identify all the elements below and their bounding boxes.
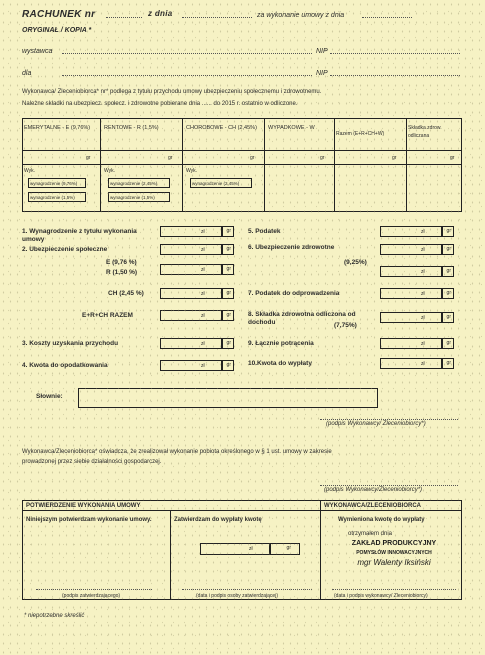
header-skladka: Składka zdrow. odliczana bbox=[408, 125, 442, 139]
gr-label: gr bbox=[226, 266, 231, 272]
amount-3-gr[interactable] bbox=[222, 338, 234, 349]
sub-label: wynagrodzenie (2,45%) bbox=[110, 181, 158, 186]
item-8-label: 8. Składka zdrowotna odliczona od dochodu bbox=[248, 311, 356, 326]
item-5-label: 5. Podatek bbox=[248, 228, 281, 235]
table-divider bbox=[170, 510, 171, 600]
amount-9[interactable] bbox=[380, 338, 442, 349]
received-text-a: Wymieniona kwotę do wypłaty bbox=[338, 517, 425, 523]
sub-label: wynagrodzenie (1,5%) bbox=[30, 195, 75, 200]
company-stamp-line-3: mgr Walenty Iksiński bbox=[357, 558, 431, 567]
zl-label: zł bbox=[421, 229, 425, 235]
amount-5-gr[interactable] bbox=[442, 226, 454, 237]
amount-9-gr[interactable] bbox=[442, 338, 454, 349]
amount-6-gr[interactable] bbox=[442, 244, 454, 255]
gr-label: gr bbox=[446, 314, 451, 320]
zl-label: zł bbox=[201, 291, 205, 297]
amount-6b-gr[interactable] bbox=[442, 266, 454, 277]
table-divider bbox=[334, 118, 335, 212]
gr-label: gr bbox=[446, 290, 451, 296]
zl-label: zł bbox=[421, 269, 425, 275]
amount-razem-gr[interactable] bbox=[222, 310, 234, 321]
received-text-b: otrzymałem dnia bbox=[348, 531, 393, 537]
approve-text: Zatwierdzam do wypłaty kwotę bbox=[174, 517, 262, 523]
issuer-nip-label: NIP bbox=[316, 48, 328, 55]
amount-7-gr[interactable] bbox=[442, 288, 454, 299]
zl-label: zł bbox=[421, 361, 425, 367]
amount-8-gr[interactable] bbox=[442, 312, 454, 323]
sub-label: wynagrodzenie (1,5%) bbox=[110, 195, 155, 200]
item-9-label: 9. Łącznie potrącenia bbox=[248, 340, 314, 347]
zl-label: zł bbox=[201, 363, 205, 369]
footnote: * niepotrzebne skreślić bbox=[24, 613, 85, 619]
amount-10-gr[interactable] bbox=[442, 358, 454, 369]
approving-person-caption: (data i podpis osoby zatwierdzającej) bbox=[196, 593, 278, 599]
zl-label: zł bbox=[249, 546, 253, 552]
amount-e-gr[interactable] bbox=[222, 264, 234, 275]
amount-8[interactable] bbox=[380, 312, 442, 323]
amount-ch-gr[interactable] bbox=[222, 288, 234, 299]
amount-2-gr[interactable] bbox=[222, 244, 234, 255]
zl-label: zł bbox=[421, 247, 425, 253]
zl-label: zł bbox=[201, 313, 205, 319]
zl-label: zł bbox=[421, 315, 425, 321]
item-razem-label: E+R+CH RAZEM bbox=[82, 312, 133, 319]
recipient-nip-field[interactable] bbox=[330, 70, 460, 76]
amount-7[interactable] bbox=[380, 288, 442, 299]
invoice-title: RACHUNEK nr bbox=[22, 9, 96, 20]
item-1-label: 1. Wynagrodzenie z tytułu wykonania umowy bbox=[22, 228, 137, 243]
signature-caption-2: (podpis Wykonawcy/Zleceniobiorcy*) bbox=[324, 487, 423, 493]
gr-label: gr bbox=[446, 228, 451, 234]
contractor-caption: (data i podpis wykonawcy/ Zleceniobiorcy) bbox=[334, 593, 428, 599]
item-ch-label: CH (2,45 %) bbox=[108, 290, 144, 297]
gr-label: gr bbox=[286, 545, 291, 551]
header-emerytalne: EMERYTALNE - E (9,76%) bbox=[24, 125, 91, 131]
item-10-label: 10.Kwota do wypłaty bbox=[248, 360, 312, 367]
amount-razem[interactable] bbox=[160, 310, 222, 321]
issuer-label: wystawca bbox=[22, 48, 53, 55]
gr-label: gr bbox=[226, 246, 231, 252]
gr-label: gr bbox=[250, 155, 255, 161]
item-6-rate: (9,25%) bbox=[344, 259, 367, 266]
item-e-label: E (9,76 %) bbox=[106, 259, 137, 266]
statement-line-2: Należne składki na ubezpiecz. społecz. i zdrowotne pobierane dnia ...... do 2015 r. ostatnio w odliczone. bbox=[22, 101, 298, 107]
confirm-text: Niniejszym potwierdzam wykonanie umowy. bbox=[26, 517, 152, 523]
row-label-wyk: Wyk. bbox=[186, 168, 198, 174]
company-stamp-line-1: ZAKŁAD PRODUKCYJNY bbox=[351, 540, 437, 547]
amount-ch[interactable] bbox=[160, 288, 222, 299]
item-7-label: 7. Podatek do odprowadzenia bbox=[248, 290, 340, 297]
header-razem: Razem (E+R+CH+W) bbox=[336, 131, 385, 137]
slownie-label: Słownie: bbox=[36, 393, 63, 400]
amount-6b[interactable] bbox=[380, 266, 442, 277]
recipient-nip-label: NIP bbox=[316, 70, 328, 77]
gr-label: gr bbox=[226, 228, 231, 234]
amount-1-gr[interactable] bbox=[222, 226, 234, 237]
approver-caption: (podpis zatwierdzającego) bbox=[62, 593, 121, 599]
row-label-wyk: Wyk. bbox=[104, 168, 116, 174]
table-divider bbox=[264, 118, 265, 212]
amount-3[interactable] bbox=[160, 338, 222, 349]
gr-label: gr bbox=[392, 155, 397, 161]
invoice-date-field[interactable] bbox=[182, 12, 252, 18]
header-chorobowe: CHOROBOWE - CH (2,45%) bbox=[186, 125, 257, 131]
contract-date-label: za wykonanie umowy z dnia bbox=[257, 12, 345, 19]
company-stamp-line-2: POMYSŁÓW INNOWACYJNYCH bbox=[356, 550, 432, 556]
sub-label: wynagrodzenie (2,45%) bbox=[192, 181, 240, 186]
header-wypadkowe: WYPADKOWE - W bbox=[268, 125, 315, 131]
item-3-label: 3. Koszty uzyskania przychodu bbox=[22, 340, 119, 347]
gr-label: gr bbox=[446, 268, 451, 274]
signature-caption-1: (podpis Wykonawcy/ Zleceniobiorcy*) bbox=[326, 421, 426, 427]
contract-date-field[interactable] bbox=[362, 12, 412, 18]
gr-label: gr bbox=[226, 362, 231, 368]
gr-label: gr bbox=[226, 340, 231, 346]
amount-in-words-field[interactable] bbox=[78, 388, 378, 408]
approver-signature-line[interactable] bbox=[36, 584, 152, 590]
gr-label: gr bbox=[446, 246, 451, 252]
amount-6[interactable] bbox=[380, 244, 442, 255]
table-divider bbox=[22, 150, 462, 151]
amount-4-gr[interactable] bbox=[222, 360, 234, 371]
table-divider bbox=[406, 118, 407, 212]
zl-label: zł bbox=[421, 341, 425, 347]
issuer-nip-field[interactable] bbox=[330, 48, 460, 54]
gr-label: gr bbox=[226, 290, 231, 296]
original-copy-label: ORYGINAŁ / KOPIA * bbox=[22, 27, 92, 34]
approving-person-signature-line[interactable] bbox=[182, 584, 312, 590]
table-divider bbox=[182, 118, 183, 212]
item-2-label: 2. Ubezpieczenie społeczne bbox=[22, 246, 108, 253]
contractor-header: WYKONAWCA/ZLECENIOBIORCA bbox=[324, 503, 421, 509]
gr-label: gr bbox=[168, 155, 173, 161]
declaration-line-2: prowadzonej przez siebie działalności gospodarczej. bbox=[22, 459, 162, 465]
header-rentowe: RENTOWE - R (1,5%) bbox=[104, 125, 159, 131]
date-label: z dnia bbox=[148, 9, 173, 18]
amount-2[interactable] bbox=[160, 244, 222, 255]
zl-label: zł bbox=[201, 341, 205, 347]
contractor-signature-line[interactable] bbox=[332, 584, 456, 590]
gr-label: gr bbox=[226, 312, 231, 318]
amount-e[interactable] bbox=[160, 264, 222, 275]
amount-1[interactable] bbox=[160, 226, 222, 237]
gr-label: gr bbox=[446, 340, 451, 346]
amount-10[interactable] bbox=[380, 358, 442, 369]
item-6-label: 6. Ubezpieczenie zdrowotne bbox=[248, 244, 335, 251]
approved-amount-gr[interactable] bbox=[270, 543, 300, 555]
confirmation-header: POTWIERDZENIE WYKONANIA UMOWY bbox=[26, 503, 141, 509]
zl-label: zł bbox=[421, 291, 425, 297]
amount-4[interactable] bbox=[160, 360, 222, 371]
gr-label: gr bbox=[446, 360, 451, 366]
invoice-number-field[interactable] bbox=[106, 12, 142, 18]
gr-label: gr bbox=[450, 155, 455, 161]
gr-label: gr bbox=[320, 155, 325, 161]
recipient-label: dla bbox=[22, 70, 32, 77]
table-divider bbox=[22, 510, 462, 511]
issuer-field[interactable] bbox=[62, 48, 312, 54]
declaration-line-1: Wykonawca/Zleceniobiorca* oświadcza, że zrealizował wykonanie pobiota określonego w § 1 ust. umowy w zakresie bbox=[22, 449, 332, 455]
table-divider bbox=[100, 118, 101, 212]
table-divider bbox=[320, 500, 321, 600]
table-divider bbox=[22, 164, 462, 165]
item-r-label: R (1,50 %) bbox=[106, 269, 138, 276]
row-label-wyk: Wyk. bbox=[24, 168, 36, 174]
amount-5[interactable] bbox=[380, 226, 442, 237]
statement-line-1: Wykonawca/ Zleceniobiorca* nr* podlega z tytułu przychodu umowy ubezpieczeniu społecznemu i zdrowotnemu. bbox=[22, 89, 322, 95]
recipient-field[interactable] bbox=[62, 70, 312, 76]
item-4-label: 4. Kwota do opodatkowania bbox=[22, 362, 108, 369]
zl-label: zł bbox=[201, 267, 205, 273]
item-8-rate: (7,75%) bbox=[334, 322, 357, 329]
zl-label: zł bbox=[201, 229, 205, 235]
sub-label: wynagrodzenie (9,76%) bbox=[30, 181, 78, 186]
gr-label: gr bbox=[86, 155, 91, 161]
approved-amount[interactable] bbox=[200, 543, 270, 555]
zl-label: zł bbox=[201, 247, 205, 253]
